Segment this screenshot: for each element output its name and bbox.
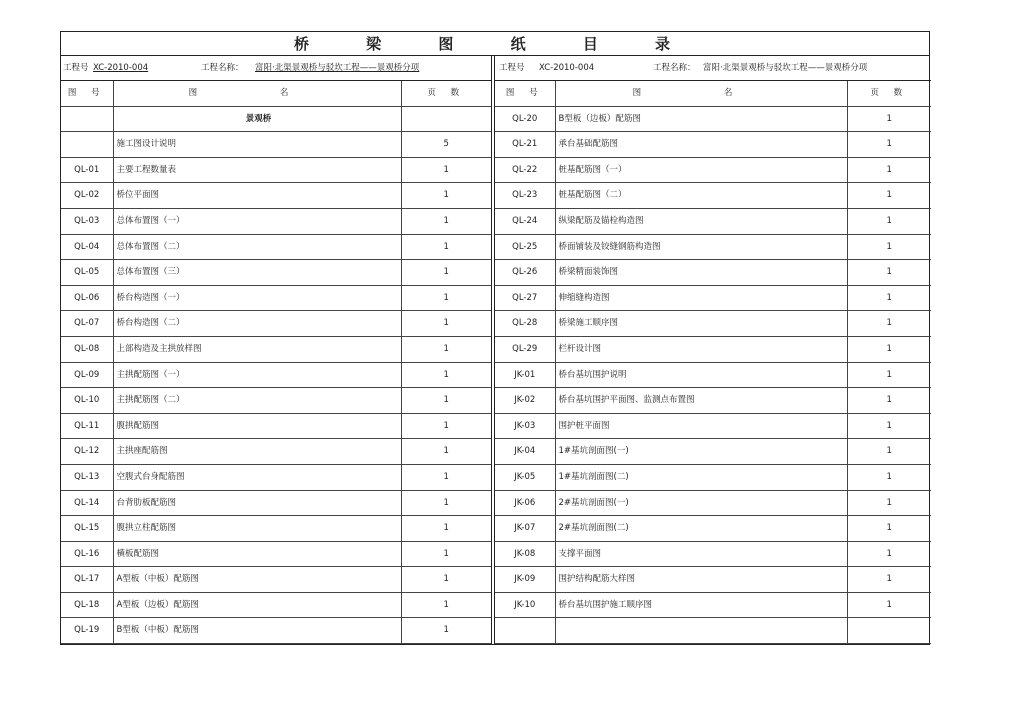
table-row: [61, 592, 491, 618]
table-row: [61, 541, 491, 567]
drawing-no: QL-11: [61, 413, 113, 439]
drawing-name: 纵梁配筋及锚栓构造图: [555, 208, 847, 234]
drawing-name: A型板（边板）配筋图: [113, 592, 401, 618]
page-count: 1: [847, 157, 931, 183]
drawing-no: QL-29: [495, 336, 555, 362]
table-row: [61, 106, 491, 132]
page-count: 1: [847, 567, 931, 593]
table-row: [61, 388, 491, 414]
page-count: [847, 618, 931, 644]
drawing-no: QL-15: [61, 516, 113, 542]
page-count: 1: [401, 183, 491, 209]
table-row: [495, 567, 931, 593]
drawing-name: 桥台基坑围护说明: [555, 362, 847, 388]
project-name-label: 工程名称：: [653, 63, 696, 73]
table-row: [61, 490, 491, 516]
drawing-no: QL-08: [61, 336, 113, 362]
left-project-info: [61, 56, 491, 81]
table-row: [61, 567, 491, 593]
table-row: [61, 439, 491, 465]
project-name-label: 工程名称：: [201, 63, 244, 73]
drawing-name: B型板（中板）配筋图: [113, 618, 401, 644]
drawing-name: 2#基坑剖面图(一): [555, 490, 847, 516]
drawing-no: JK-08: [495, 541, 555, 567]
drawing-name: 桩基配筋图（一）: [555, 157, 847, 183]
page-count: 1: [847, 516, 931, 542]
drawing-name: 栏杆设计图: [555, 336, 847, 362]
page-count: 1: [401, 311, 491, 337]
table-row: [495, 106, 931, 132]
table-row: [495, 311, 931, 337]
drawing-name: 桩基配筋图（二）: [555, 183, 847, 209]
drawing-no: [61, 106, 113, 132]
drawing-no: QL-02: [61, 183, 113, 209]
drawing-name: 总体布置图（三）: [113, 260, 401, 286]
page-count: 1: [401, 413, 491, 439]
table-row: [495, 260, 931, 286]
drawing-name: 总体布置图（一）: [113, 208, 401, 234]
drawing-no: QL-10: [61, 388, 113, 414]
page-title: 桥 梁 图 纸 目 录: [61, 32, 929, 56]
drawing-name: [555, 618, 847, 644]
header-page-count: 页 数: [401, 81, 491, 106]
drawing-no: QL-28: [495, 311, 555, 337]
table-row: [495, 618, 931, 644]
page-count: 1: [401, 464, 491, 490]
drawing-no: QL-19: [61, 618, 113, 644]
table-row: [61, 413, 491, 439]
drawing-no: QL-14: [61, 490, 113, 516]
table-row: [495, 183, 931, 209]
drawing-no: [61, 132, 113, 158]
project-no-value: XC-2010-004: [93, 63, 149, 73]
drawing-no: QL-26: [495, 260, 555, 286]
drawing-no: JK-04: [495, 439, 555, 465]
drawing-name: 围护结构配筋大样图: [555, 567, 847, 593]
page-count: 1: [401, 567, 491, 593]
drawing-no: QL-12: [61, 439, 113, 465]
page-count: 5: [401, 132, 491, 158]
drawing-name: 桥位平面图: [113, 183, 401, 209]
table-row: [61, 464, 491, 490]
drawing-name: 施工图设计说明: [113, 132, 401, 158]
drawing-name: B型板（边板）配筋图: [555, 106, 847, 132]
page-count: 1: [401, 285, 491, 311]
page-count: 1: [401, 336, 491, 362]
drawing-no: QL-16: [61, 541, 113, 567]
drawing-no: QL-20: [495, 106, 555, 132]
drawing-no: JK-09: [495, 567, 555, 593]
drawing-name: 腹拱立柱配筋图: [113, 516, 401, 542]
page-count: 1: [847, 413, 931, 439]
drawing-name: 桥台基坑围护施工顺序图: [555, 592, 847, 618]
drawing-no: QL-04: [61, 234, 113, 260]
drawing-name: 主要工程数量表: [113, 157, 401, 183]
table-row: [495, 541, 931, 567]
table-row: [61, 516, 491, 542]
page-count: 1: [847, 260, 931, 286]
table-header-row: [495, 81, 931, 106]
drawing-no: QL-17: [61, 567, 113, 593]
table-row: [61, 132, 491, 158]
drawing-name: 景观桥: [113, 106, 401, 132]
page-count: 1: [847, 106, 931, 132]
drawing-no: JK-07: [495, 516, 555, 542]
drawing-name: 主拱配筋图（一）: [113, 362, 401, 388]
page-count: 1: [401, 618, 491, 644]
drawing-no: QL-22: [495, 157, 555, 183]
drawing-name: 空腹式台身配筋图: [113, 464, 401, 490]
drawing-no: QL-07: [61, 311, 113, 337]
table-row: [495, 336, 931, 362]
drawing-name: 2#基坑剖面图(二): [555, 516, 847, 542]
table-row: [61, 260, 491, 286]
drawing-index-sheet: [60, 31, 930, 645]
drawing-name: 主拱配筋图（二）: [113, 388, 401, 414]
drawing-no: JK-06: [495, 490, 555, 516]
project-name-value: 富阳·北渠景观桥与驳坎工程——景观桥分项: [703, 63, 868, 73]
drawing-name: 上部构造及主拱放样图: [113, 336, 401, 362]
table-row: [495, 388, 931, 414]
table-row: [495, 516, 931, 542]
page-count: 1: [401, 490, 491, 516]
page-count: 1: [401, 157, 491, 183]
table-row: [61, 208, 491, 234]
right-project-info: [495, 56, 931, 81]
drawing-name: 1#基坑剖面图(一): [555, 439, 847, 465]
drawing-no: QL-09: [61, 362, 113, 388]
drawing-name: A型板（中板）配筋图: [113, 567, 401, 593]
table-row: [61, 618, 491, 644]
header-page-count: 页 数: [847, 81, 931, 106]
page-count: 1: [401, 208, 491, 234]
page-count: 1: [847, 336, 931, 362]
table-row: [495, 464, 931, 490]
drawing-name: 桥面铺装及铰缝钢筋构造图: [555, 234, 847, 260]
table-row: [495, 208, 931, 234]
page-count: 1: [847, 362, 931, 388]
page-count: 1: [847, 541, 931, 567]
drawing-no: QL-06: [61, 285, 113, 311]
header-drawing-name: 图 名: [555, 81, 847, 106]
page-count: 1: [401, 541, 491, 567]
table-row: [61, 362, 491, 388]
drawing-no: QL-27: [495, 285, 555, 311]
header-drawing-no: 图 号: [61, 81, 113, 106]
drawing-no: QL-03: [61, 208, 113, 234]
table-row: [495, 234, 931, 260]
page-count: 1: [847, 490, 931, 516]
table-header-row: [61, 81, 491, 106]
page-count: 1: [401, 362, 491, 388]
drawing-no: QL-05: [61, 260, 113, 286]
page-count: 1: [401, 260, 491, 286]
project-no-value: XC-2010-004: [539, 63, 595, 73]
table-row: [61, 336, 491, 362]
page-count: 1: [847, 208, 931, 234]
drawing-name: 围护桩平面图: [555, 413, 847, 439]
drawing-name: 桥台构造图（二）: [113, 311, 401, 337]
drawing-name: 总体布置图（二）: [113, 234, 401, 260]
page-count: 1: [847, 132, 931, 158]
table-row: [61, 157, 491, 183]
header-drawing-name: 图 名: [113, 81, 401, 106]
table-row: [61, 234, 491, 260]
table-row: [495, 362, 931, 388]
drawing-no: QL-24: [495, 208, 555, 234]
drawing-name: 腹拱配筋图: [113, 413, 401, 439]
page-count: 1: [847, 439, 931, 465]
drawing-no: QL-23: [495, 183, 555, 209]
drawing-name: 伸缩缝构造图: [555, 285, 847, 311]
drawing-name: 桥梁精面装饰图: [555, 260, 847, 286]
drawing-no: JK-10: [495, 592, 555, 618]
page-count: 1: [401, 516, 491, 542]
drawing-name: 台背肋板配筋图: [113, 490, 401, 516]
drawing-name: 1#基坑剖面图(二): [555, 464, 847, 490]
table-row: [495, 285, 931, 311]
page-count: 1: [401, 439, 491, 465]
table-row: [61, 183, 491, 209]
drawing-no: JK-02: [495, 388, 555, 414]
drawing-no: JK-01: [495, 362, 555, 388]
page-count: [401, 106, 491, 132]
drawing-no: QL-25: [495, 234, 555, 260]
table-row: [495, 490, 931, 516]
drawing-no: QL-13: [61, 464, 113, 490]
right-index-table: [495, 81, 931, 644]
table-row: [495, 157, 931, 183]
page-count: 1: [401, 234, 491, 260]
page-count: 1: [847, 592, 931, 618]
table-row: [61, 285, 491, 311]
table-row: [495, 132, 931, 158]
page-count: 1: [847, 285, 931, 311]
drawing-name: 支撑平面图: [555, 541, 847, 567]
right-index-panel: [494, 56, 931, 644]
drawing-no: JK-05: [495, 464, 555, 490]
project-name-value: 富阳·北渠景观桥与驳坎工程——景观桥分项: [255, 63, 420, 73]
drawing-no: [495, 618, 555, 644]
table-row: [495, 439, 931, 465]
page-count: 1: [401, 592, 491, 618]
table-row: [495, 413, 931, 439]
project-no-label: 工程号: [63, 63, 89, 73]
left-index-table: [61, 81, 491, 644]
page-count: 1: [847, 183, 931, 209]
drawing-name: 桥梁施工顺序图: [555, 311, 847, 337]
table-row: [495, 592, 931, 618]
page-count: 1: [847, 388, 931, 414]
header-drawing-no: 图 号: [495, 81, 555, 106]
page-count: 1: [847, 311, 931, 337]
project-no-label: 工程号: [499, 63, 525, 73]
drawing-no: QL-21: [495, 132, 555, 158]
drawing-name: 承台基础配筋图: [555, 132, 847, 158]
page-count: 1: [401, 388, 491, 414]
drawing-no: JK-03: [495, 413, 555, 439]
table-row: [61, 311, 491, 337]
drawing-name: 主拱座配筋图: [113, 439, 401, 465]
page-count: 1: [847, 464, 931, 490]
drawing-name: 横板配筋图: [113, 541, 401, 567]
page-count: 1: [847, 234, 931, 260]
drawing-no: QL-01: [61, 157, 113, 183]
drawing-no: QL-18: [61, 592, 113, 618]
drawing-name: 桥台构造图（一）: [113, 285, 401, 311]
drawing-name: 桥台基坑围护平面图、监测点布置图: [555, 388, 847, 414]
left-index-panel: [61, 56, 492, 644]
